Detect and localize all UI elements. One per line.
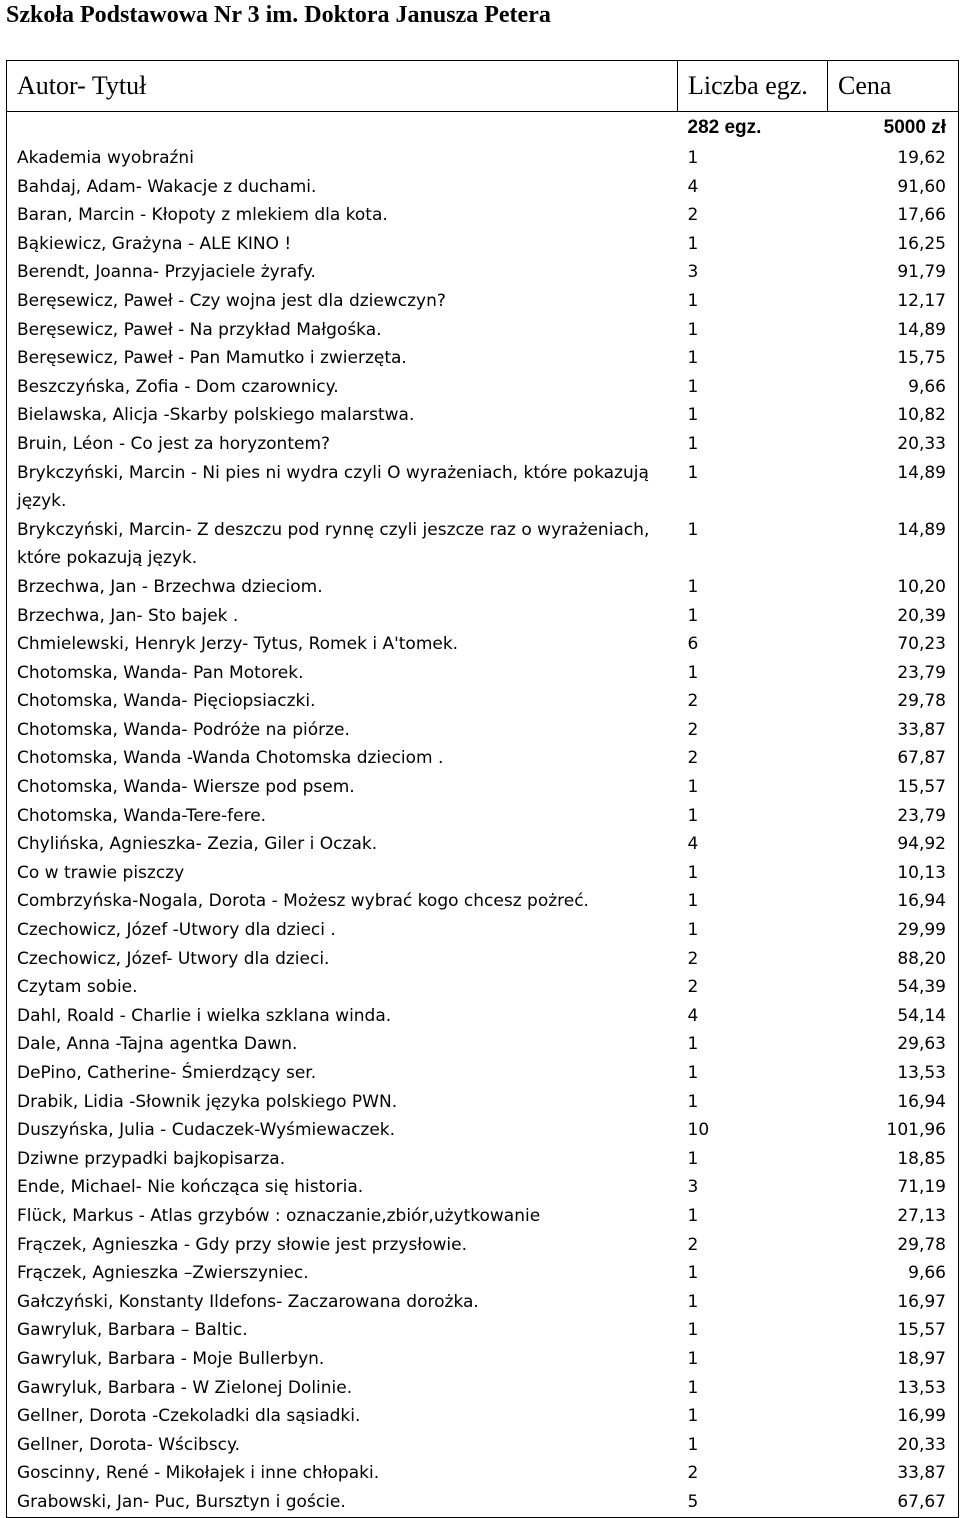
book-title-cell: Brykczyński, Marcin- Z deszczu pod rynnę czyli jeszcze raz o wyrażeniach, które pokazują język. (17, 519, 650, 569)
header-row (7, 61, 959, 112)
book-price-cell: 16,99 (897, 1406, 946, 1427)
table-row (7, 1173, 959, 1202)
book-title-cell: Combrzyńska-Nogala, Dorota - Możesz wybrać kogo chcesz pożreć. (17, 891, 589, 912)
book-price-cell: 10,20 (897, 576, 946, 597)
book-price-cell: 33,87 (897, 719, 946, 740)
book-price-cell: 29,63 (897, 1034, 946, 1055)
book-count-cell: 6 (687, 634, 699, 655)
book-title-cell: Brzechwa, Jan- Sto bajek . (17, 605, 239, 626)
book-price-cell: 12,17 (897, 290, 946, 311)
book-price-cell: 15,75 (897, 348, 946, 369)
book-price-cell: 67,67 (897, 1491, 946, 1512)
book-count-cell: 1 (687, 405, 699, 426)
totals-count: 282 egz. (687, 117, 762, 138)
book-title-cell: Beszczyńska, Zofia - Dom czarownicy. (17, 376, 339, 397)
book-count-cell: 1 (687, 1291, 699, 1312)
book-title-cell: Chylińska, Agnieszka- Zezia, Giler i Oczak. (17, 834, 378, 855)
book-title-cell: DePino, Catherine- Śmierdzący ser. (17, 1063, 317, 1083)
table-row (7, 516, 959, 573)
book-price-cell: 14,89 (897, 319, 946, 340)
table-row (7, 1116, 959, 1145)
book-price-cell: 16,97 (897, 1291, 946, 1312)
book-title-cell: Chotomska, Wanda- Wiersze pod psem. (17, 777, 355, 798)
book-count-cell: 2 (687, 977, 699, 998)
book-price-cell: 9,66 (908, 376, 946, 397)
column-header-author-title: Autor- Tytuł (7, 61, 678, 112)
book-title-cell: Brykczyński, Marcin - Ni pies ni wydra czyli O wyrażeniach, które pokazują język. (17, 462, 649, 512)
book-price-cell: 88,20 (897, 948, 946, 969)
book-title-cell: Beręsewicz, Paweł - Na przykład Małgośka. (17, 319, 382, 340)
table-row (7, 201, 959, 230)
book-price-cell: 23,79 (897, 662, 946, 683)
book-count-cell: 1 (687, 1263, 699, 1284)
book-count-cell: 4 (687, 1005, 699, 1026)
book-price-cell: 10,13 (897, 862, 946, 883)
table-row (7, 401, 959, 430)
book-price-cell: 9,66 (908, 1263, 946, 1284)
book-price-cell: 54,14 (897, 1005, 946, 1026)
book-price-cell: 20,39 (897, 605, 946, 626)
book-title-cell: Akademia wyobraźni (17, 148, 194, 168)
table-row (7, 887, 959, 916)
book-count-cell: 2 (687, 205, 699, 226)
book-count-cell: 1 (687, 805, 699, 826)
table-row (7, 1202, 959, 1231)
book-title-cell: Chotomska, Wanda-Tere-fere. (17, 805, 267, 826)
table-row (7, 1231, 959, 1260)
book-count-cell: 1 (687, 1091, 699, 1112)
totals-price: 5000 zł (883, 117, 946, 138)
book-price-cell: 13,53 (897, 1063, 946, 1083)
book-count-cell: 2 (687, 1463, 699, 1484)
book-count-cell: 4 (687, 834, 699, 855)
book-count-cell: 1 (687, 920, 699, 941)
book-title-cell: Gawryluk, Barbara - W Zielonej Dolinie. (17, 1377, 353, 1398)
column-header-count: Liczba egz. (678, 61, 828, 112)
book-count-cell: 3 (687, 262, 699, 283)
book-count-cell: 1 (687, 148, 699, 168)
table-row (7, 716, 959, 745)
table-row (7, 258, 959, 287)
book-count-cell: 1 (687, 290, 699, 311)
table-row (7, 1088, 959, 1117)
table-row (7, 1288, 959, 1317)
table-row (7, 802, 959, 831)
book-count-cell: 2 (687, 748, 699, 769)
book-price-cell: 14,89 (897, 519, 946, 540)
book-price-cell: 29,99 (897, 920, 946, 941)
table-row (7, 144, 959, 173)
book-price-cell: 94,92 (897, 834, 946, 855)
book-count-cell: 10 (687, 1120, 710, 1141)
book-title-cell: Baran, Marcin - Kłopoty z mlekiem dla kota. (17, 205, 388, 226)
book-title-cell: Chotomska, Wanda- Pięciopsiaczki. (17, 691, 316, 712)
book-price-cell: 15,57 (897, 777, 946, 798)
table-row (7, 945, 959, 974)
book-title-cell: Chotomska, Wanda- Podróże na piórze. (17, 719, 350, 740)
book-title-cell: Frączek, Agnieszka - Gdy przy słowie jest przysłowie. (17, 1234, 468, 1255)
book-title-cell: Bąkiewicz, Grażyna - ALE KINO ! (17, 233, 292, 254)
book-count-cell: 2 (687, 719, 699, 740)
table-row (7, 830, 959, 859)
table-row (7, 1431, 959, 1460)
book-price-cell: 91,79 (897, 262, 946, 283)
book-count-cell: 1 (687, 662, 699, 683)
table-row (7, 773, 959, 802)
table-row (7, 430, 959, 459)
book-title-cell: Gawryluk, Barbara - Moje Bullerbyn. (17, 1348, 325, 1369)
book-title-cell: Drabik, Lidia -Słownik języka polskiego PWN. (17, 1091, 398, 1112)
book-count-cell: 2 (687, 1234, 699, 1255)
book-title-cell: Gellner, Dorota- Wścibscy. (17, 1434, 241, 1455)
table-row (7, 659, 959, 688)
table-row (7, 973, 959, 1002)
book-count-cell: 3 (687, 1177, 699, 1198)
table-row (7, 1345, 959, 1374)
book-price-cell: 19,62 (897, 148, 946, 168)
book-title-cell: Goscinny, René - Mikołajek i inne chłopaki. (17, 1463, 380, 1484)
table-row (7, 373, 959, 402)
book-price-cell: 23,79 (897, 805, 946, 826)
book-price-cell: 15,57 (897, 1320, 946, 1341)
book-count-cell: 1 (687, 777, 699, 798)
table-row (7, 344, 959, 373)
book-title-cell: Czechowicz, Józef -Utwory dla dzieci . (17, 920, 336, 941)
book-title-cell: Gałczyński, Konstanty Ildefons- Zaczarowana dorożka. (17, 1291, 479, 1312)
table-row (7, 859, 959, 888)
book-price-cell: 71,19 (897, 1177, 946, 1198)
book-count-cell: 2 (687, 691, 699, 712)
book-title-cell: Brzechwa, Jan - Brzechwa dzieciom. (17, 576, 323, 597)
book-title-cell: Flück, Markus - Atlas grzybów : oznaczanie,zbiór,użytkowanie (17, 1205, 541, 1226)
book-title-cell: Chotomska, Wanda- Pan Motorek. (17, 662, 304, 683)
book-title-cell: Co w trawie piszczy (17, 862, 185, 883)
book-count-cell: 1 (687, 891, 699, 912)
book-count-cell: 1 (687, 862, 699, 883)
book-title-cell: Berendt, Joanna- Przyjaciele żyrafy. (17, 262, 316, 283)
book-count-cell: 1 (687, 1148, 699, 1169)
book-title-cell: Frączek, Agnieszka –Zwierszyniec. (17, 1263, 309, 1284)
book-count-cell: 1 (687, 1348, 699, 1369)
book-title-cell: Dahl, Roald - Charlie i wielka szklana winda. (17, 1005, 392, 1026)
book-count-cell: 1 (687, 605, 699, 626)
totals-row (7, 112, 959, 145)
table-row (7, 1374, 959, 1403)
table-header (7, 61, 959, 112)
books-table (6, 60, 959, 1518)
table-row (7, 173, 959, 202)
book-price-cell: 16,25 (897, 233, 946, 254)
book-count-cell: 2 (687, 948, 699, 969)
book-count-cell: 1 (687, 433, 699, 454)
book-price-cell: 29,78 (897, 1234, 946, 1255)
table-body (7, 112, 959, 1518)
book-title-cell: Gellner, Dorota -Czekoladki dla sąsiadki. (17, 1406, 361, 1427)
book-price-cell: 29,78 (897, 691, 946, 712)
book-price-cell: 20,33 (897, 433, 946, 454)
book-count-cell: 1 (687, 233, 699, 254)
table-row (7, 602, 959, 631)
book-count-cell: 1 (687, 376, 699, 397)
book-title-cell: Bahdaj, Adam- Wakacje z duchami. (17, 176, 317, 197)
book-price-cell: 27,13 (897, 1205, 946, 1226)
book-count-cell: 1 (687, 1320, 699, 1341)
book-title-cell: Chotomska, Wanda -Wanda Chotomska dzieciom . (17, 748, 444, 769)
book-price-cell: 17,66 (897, 205, 946, 226)
table-row (7, 1030, 959, 1059)
book-title-cell: Czytam sobie. (17, 977, 138, 998)
table-row (7, 230, 959, 259)
book-price-cell: 10,82 (897, 405, 946, 426)
book-title-cell: Chmielewski, Henryk Jerzy- Tytus, Romek i A'tomek. (17, 634, 459, 655)
table-row (7, 459, 959, 516)
book-price-cell: 18,97 (897, 1348, 946, 1369)
book-title-cell: Grabowski, Jan- Puc, Bursztyn i goście. (17, 1491, 346, 1512)
book-count-cell: 1 (687, 519, 699, 540)
table-row (7, 316, 959, 345)
book-title-cell: Gawryluk, Barbara – Baltic. (17, 1320, 248, 1341)
book-count-cell: 5 (687, 1491, 699, 1512)
table-row (7, 1259, 959, 1288)
book-price-cell: 54,39 (897, 977, 946, 998)
book-count-cell: 4 (687, 176, 699, 197)
book-count-cell: 1 (687, 348, 699, 369)
book-count-cell: 1 (687, 1034, 699, 1055)
book-price-cell: 16,94 (897, 1091, 946, 1112)
book-price-cell: 91,60 (897, 176, 946, 197)
book-price-cell: 18,85 (897, 1148, 946, 1169)
book-title-cell: Beręsewicz, Paweł - Pan Mamutko i zwierzęta. (17, 348, 407, 369)
table-row (7, 1002, 959, 1031)
table-row (7, 630, 959, 659)
book-count-cell: 1 (687, 462, 699, 483)
table-row (7, 1488, 959, 1517)
book-price-cell: 33,87 (897, 1463, 946, 1484)
table-row (7, 744, 959, 773)
book-price-cell: 16,94 (897, 891, 946, 912)
book-count-cell: 1 (687, 1406, 699, 1427)
table-row (7, 1316, 959, 1345)
book-count-cell: 1 (687, 1205, 699, 1226)
book-price-cell: 67,87 (897, 748, 946, 769)
book-count-cell: 1 (687, 1377, 699, 1398)
book-title-cell: Dziwne przypadki bajkopisarza. (17, 1148, 286, 1169)
book-title-cell: Duszyńska, Julia - Cudaczek-Wyśmiewaczek. (17, 1120, 396, 1141)
table-row (7, 1059, 959, 1088)
book-title-cell: Beręsewicz, Paweł - Czy wojna jest dla dziewczyn? (17, 290, 446, 311)
table-row (7, 1402, 959, 1431)
book-count-cell: 1 (687, 576, 699, 597)
book-title-cell: Bielawska, Alicja -Skarby polskiego malarstwa. (17, 405, 415, 426)
page-title: Szkoła Podstawowa Nr 3 im. Doktora Janusza Petera (6, 2, 551, 28)
book-price-cell: 20,33 (897, 1434, 946, 1455)
book-count-cell: 1 (687, 1063, 699, 1083)
table-row (7, 287, 959, 316)
book-price-cell: 101,96 (886, 1120, 946, 1141)
book-title-cell: Bruin, Léon - Co jest za horyzontem? (17, 433, 331, 454)
table-row (7, 573, 959, 602)
book-title-cell: Czechowicz, Józef- Utwory dla dzieci. (17, 948, 330, 969)
book-count-cell: 1 (687, 1434, 699, 1455)
table-row (7, 687, 959, 716)
table-row (7, 1145, 959, 1174)
book-count-cell: 1 (687, 319, 699, 340)
totals-label-cell (7, 112, 678, 145)
book-price-cell: 13,53 (897, 1377, 946, 1398)
table-row (7, 916, 959, 945)
book-title-cell: Dale, Anna -Tajna agentka Dawn. (17, 1034, 298, 1055)
book-price-cell: 70,23 (897, 634, 946, 655)
column-header-price: Cena (828, 61, 959, 112)
book-title-cell: Ende, Michael- Nie kończąca się historia. (17, 1177, 364, 1198)
table-row (7, 1459, 959, 1488)
book-price-cell: 14,89 (897, 462, 946, 483)
